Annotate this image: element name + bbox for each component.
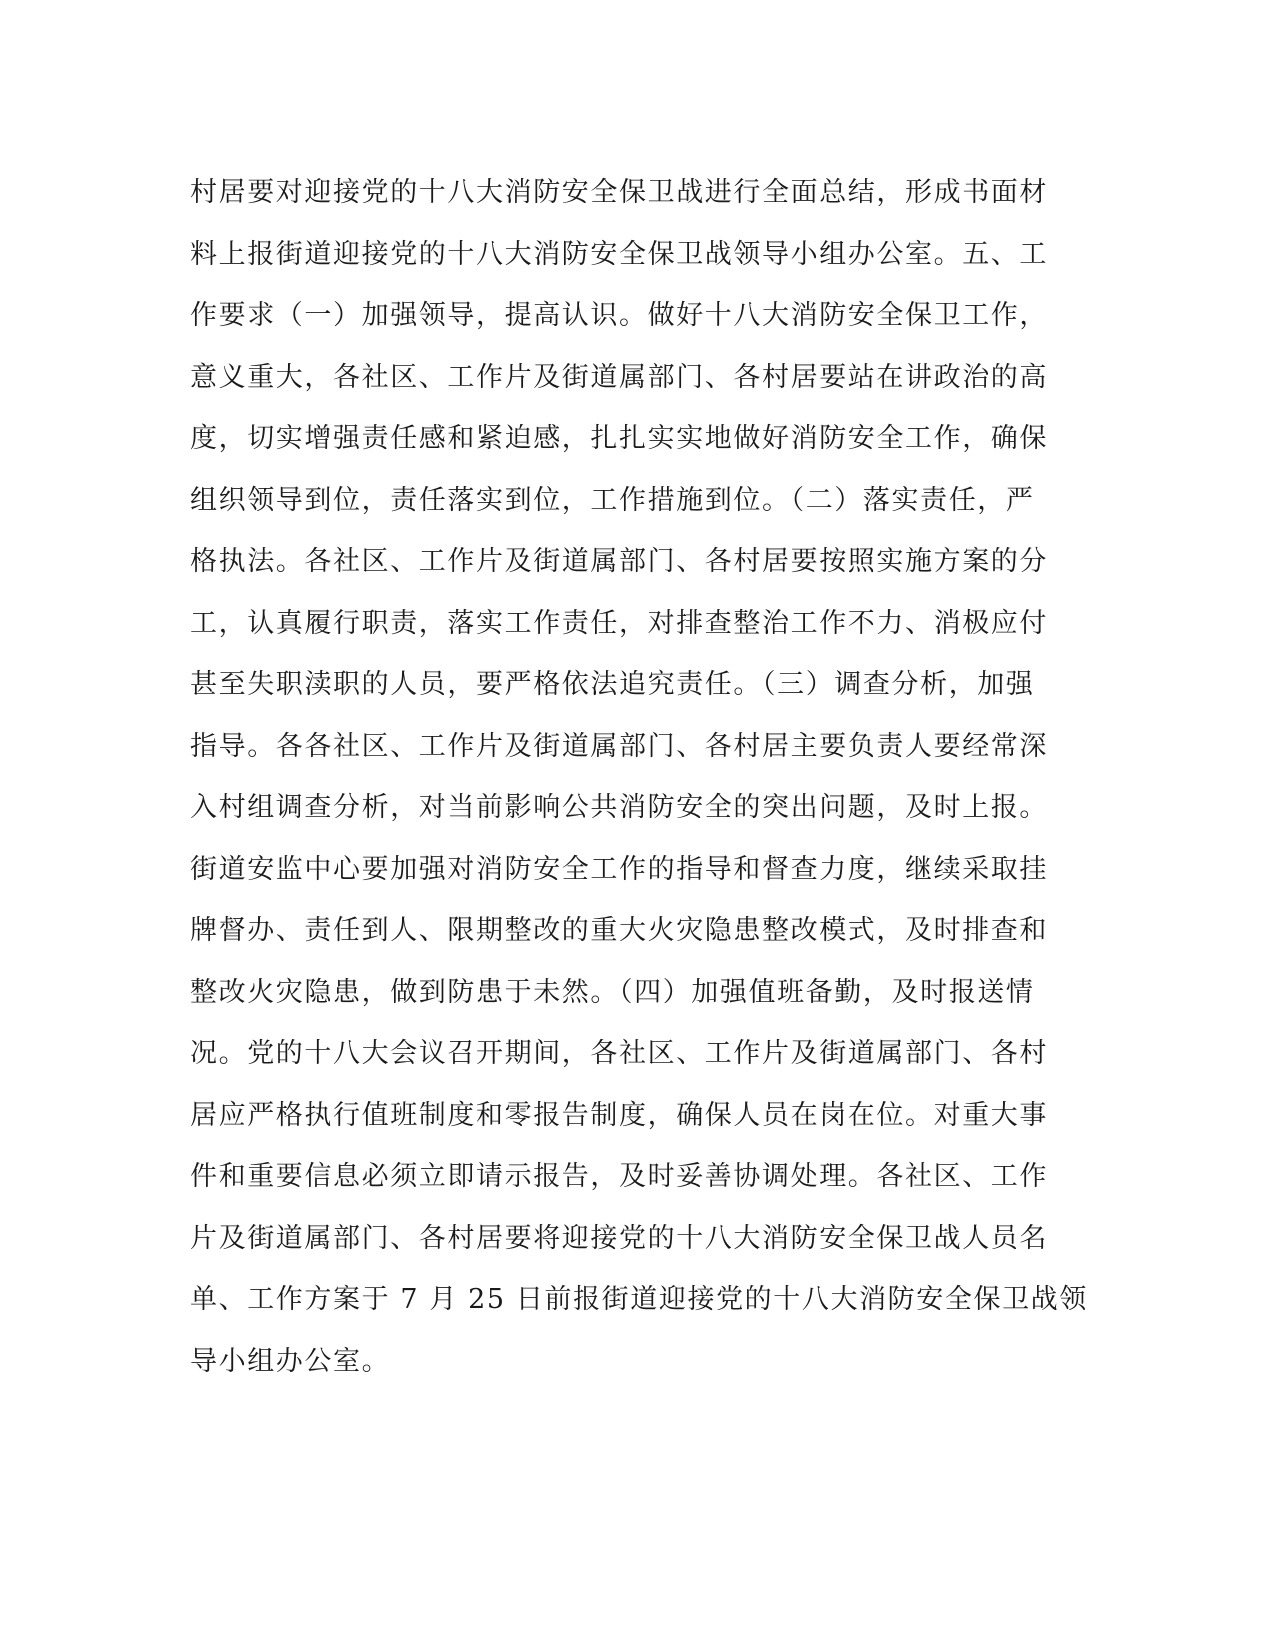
body-text [190, 162, 1090, 1392]
text-line: 度，切实增强责任感和紧迫感，扎扎实实地做好消防安全工作，确保 [190, 423, 1048, 454]
text-line: 牌督办、责任到人、限期整改的重大火灾隐患整改模式，及时排查和 [190, 915, 1048, 946]
text-line: 意义重大，各社区、工作片及街道属部门、各村居要站在讲政治的高 [190, 361, 1048, 393]
text-line: 片及街道属部门、各村居要将迎接党的十八大消防安全保卫战人员名 [190, 1222, 1048, 1254]
text-line: 单、工作方案于 7 月 25 日前报街道迎接党的十八大消防安全保卫战领 [190, 1284, 1088, 1315]
text-line: 整改火灾隐患，做到防患于未然。（四）加强值班备勤，及时报送情 [190, 976, 1035, 1008]
text-line: 工，认真履行职责，落实工作责任，对排查整治工作不力、消极应付 [190, 607, 1048, 639]
text-line: 指导。各各社区、工作片及街道属部门、各村居主要负责人要经常深 [190, 730, 1048, 762]
text-line: 街道安监中心要加强对消防安全工作的指导和督查力度，继续采取挂 [190, 853, 1048, 885]
text-line: 件和重要信息必须立即请示报告，及时妥善协调处理。各社区、工作 [190, 1161, 1048, 1192]
text-line: 格执法。各社区、工作片及街道属部门、各村居要按照实施方案的分 [190, 546, 1048, 577]
text-line: 村居要对迎接党的十八大消防安全保卫战进行全面总结，形成书面材 [190, 177, 1048, 208]
text-line: 甚至失职渎职的人员，要严格依法追究责任。（三）调查分析，加强 [190, 669, 1035, 700]
text-line: 组织领导到位，责任落实到位，工作措施到位。（二）落实责任，严 [190, 484, 1035, 516]
text-line: 料上报街道迎接党的十八大消防安全保卫战领导小组办公室。五、工 [190, 238, 1048, 270]
text-line: 入村组调查分析，对当前影响公共消防安全的突出问题，及时上报。 [190, 792, 1048, 823]
text-line: 作要求（一）加强领导，提高认识。做好十八大消防安全保卫工作， [190, 300, 1048, 331]
text-line: 况。党的十八大会议召开期间，各社区、工作片及街道属部门、各村 [190, 1038, 1048, 1069]
text-line: 居应严格执行值班制度和零报告制度，确保人员在岗在位。对重大事 [190, 1099, 1048, 1131]
text-line: 导小组办公室。 [190, 1345, 391, 1377]
